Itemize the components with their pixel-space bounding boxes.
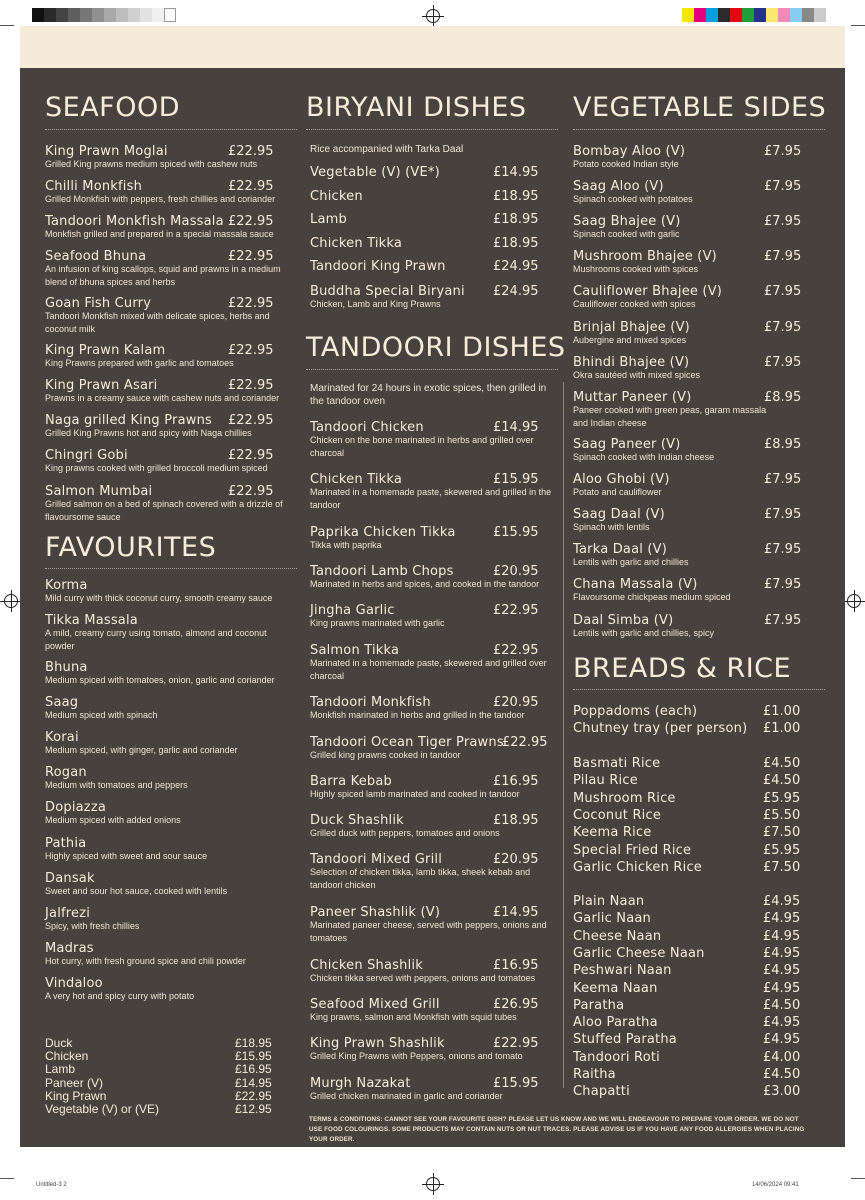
tandoori-item-price: £20.95 [493,564,539,579]
bread-rice-price: £7.50 [763,859,801,875]
tandoori-item-desc: Marinated in herbs and spices, and cooked in the tandoor [310,579,540,589]
tandoori-item-desc: Marinated in a homemade paste, skewered and grilled in the tandoor [310,487,552,510]
veg-side-price: £7.95 [764,613,802,628]
favourite-item-name: Dopiazza [45,800,107,815]
favourite-item-desc: Mild curry with thick coconut curry, smooth creamy sauce [45,593,273,603]
crop-mark [851,1178,865,1179]
tandoori-item-price: £15.95 [493,1076,539,1091]
tandoori-item-price: £20.95 [493,852,539,867]
bread-rice-name: Stuffed Paratha [573,1032,677,1048]
seafood-item-desc: Grilled King prawns medium spiced with cashew nuts [45,159,258,169]
favourite-item-desc: Medium with tomatoes and peppers [45,780,188,790]
biryani-intro: Rice accompanied with Tarka Daal [310,144,464,155]
tandoori-item-desc: Marinated in a homemade paste, skewered and grilled over charcoal [310,658,547,681]
veg-side-price: £7.95 [764,472,802,487]
veg-side-price: £7.95 [764,542,802,557]
seafood-item-desc: Grilled Monkfish with peppers, fresh chillies and coriander [45,194,276,204]
favourite-item-name: Korma [45,578,88,593]
bread-rice-price: £5.95 [763,842,801,858]
crop-mark [0,1178,14,1179]
veg-side-name: Saag Paneer (V) [573,437,681,452]
bread-rice-price: £4.95 [763,911,801,927]
tandoori-item-name: Tandoori Mixed Grill [310,852,443,867]
veg-side-desc: Potato and cauliflower [573,487,662,497]
veg-side-desc: Cauliflower cooked with spices [573,299,696,309]
registration-mark-right [847,594,861,608]
bread-rice-name: Basmati Rice [573,756,661,771]
terms-and-conditions: TERMS & CONDITIONS: CANNOT SEE YOUR FAVOURITE DISH? PLEASE LET US KNOW AND WE WILL ENDEAVOUR TO PREPARE YOUR ORDER. WE DO NOT USE FOOD COLOURINGS. SOME PRODUCTS MAY CONTAIN NUTS OR NUT TRACES. PLEASE ADVISE US IF YOU HAVE ANY FOOD ALLERGIES WHEN PLACING YOUR ORDER. [309,1116,805,1143]
veg-side-desc: Paneer cooked with green peas, garam massala and Indian cheese [573,405,767,428]
top-cream-band [20,26,845,68]
favourite-item-desc: Sweet and sour hot sauce, cooked with lentils [45,886,228,896]
bread-rice-price: £4.50 [763,773,801,789]
tandoori-item-desc: Grilled king prawns cooked in tandoor [310,750,461,760]
bread-rice-price: £4.95 [763,1015,801,1031]
veg-side-name: Bombay Aloo (V) [573,144,686,159]
seafood-item-price: £22.95 [228,179,274,194]
seafood-item-name: Goan Fish Curry [45,296,152,311]
seafood-rule [45,129,297,131]
tandoori-item-name: Paprika Chicken Tikka [310,525,456,540]
registration-mark-top [426,9,440,23]
favourite-item-name: Saag [45,695,79,710]
tandoori-item-name: Tandoori Lamb Chops [310,564,454,579]
veg-side-price: £8.95 [764,437,802,452]
tandoori-item-price: £15.95 [493,525,539,540]
seafood-item-desc: King Prawns prepared with garlic and tomatoes [45,358,234,368]
bread-rice-price: £4.50 [763,1067,801,1082]
favourite-option-price: £15.95 [235,1049,272,1064]
bread-rice-price: £4.00 [763,1049,801,1065]
veg-side-price: £7.95 [764,249,802,264]
tandoori-item-price: £22.95 [502,735,548,750]
favourite-option-price: £22.95 [235,1088,272,1103]
veg-side-price: £7.95 [764,144,802,159]
seafood-item-name: Naga grilled King Prawns [45,413,212,428]
veg-side-name: Bhindi Bhajee (V) [573,355,690,370]
biryani-item-name: Lamb [310,212,347,227]
veg-side-name: Saag Daal (V) [573,507,665,522]
bread-rice-price: £5.95 [763,790,801,806]
bread-rice-price: £4.95 [763,928,801,944]
veg-side-price: £7.95 [764,214,802,229]
grayscale-calibration-strip [32,8,188,22]
veg-side-name: Aloo Ghobi (V) [573,472,670,487]
bread-rice-price: £4.95 [763,980,801,996]
favourite-item-name: Jalfrezi [45,906,91,921]
bread-rice-name: Aloo Paratha [573,1015,658,1031]
bread-rice-price: £4.95 [763,963,801,979]
seafood-item-price: £22.95 [228,484,274,499]
bread-rice-name: Garlic Chicken Rice [573,859,702,875]
seafood-item-name: Chingri Gobi [45,448,128,463]
bread-rice-name: Plain Naan [573,894,645,909]
seafood-item-price: £22.95 [228,214,274,229]
seafood-item-name: King Prawn Moglai [45,144,168,159]
tandoori-item-price: £18.95 [493,813,539,828]
seafood-heading: SEAFOOD [45,92,180,123]
favourite-option-price: £16.95 [235,1062,272,1077]
favourite-option-name: Vegetable (V) or (VE) [45,1102,160,1116]
seafood-item-price: £22.95 [228,144,274,159]
tandoori-item-price: £26.95 [493,997,539,1012]
veg-side-desc: Spinach cooked with potatoes [573,194,693,204]
tandoori-item-name: Tandoori Monkfish [310,695,431,710]
veg-side-name: Saag Bhajee (V) [573,214,681,229]
tandoori-item-name: Chicken Tikka [310,472,403,487]
tandoori-item-name: Tandoori Ocean Tiger Prawns [310,735,504,750]
veg-side-desc: Aubergine and mixed spices [573,335,687,345]
veg-side-price: £7.95 [764,179,802,194]
bread-rice-name: Mushroom Rice [573,790,676,806]
favourite-option-name: Paneer (V) [45,1075,104,1090]
biryani-item-price: £18.95 [493,236,539,251]
bread-rice-name: Garlic Naan [573,911,651,927]
seafood-item-desc: Tandoori Monkfish mixed with delicate spices, herbs and coconut milk [45,311,270,334]
veg-side-price: £7.95 [764,320,802,335]
veg-side-name: Mushroom Bhajee (V) [573,249,717,264]
seafood-item-desc: King prawns cooked with grilled broccoli medium spiced [45,463,268,473]
biryani-item-price: £24.95 [493,284,539,299]
tandoori-item-name: Chicken Shashlik [310,958,423,973]
biryani-item-name: Chicken Tikka [310,236,403,251]
tandoori-item-desc: King prawns, salmon and Monkfish with squid tubes [310,1012,517,1022]
veg-side-desc: Lentils with garlic and chillies [573,557,689,567]
tandoori-item-name: King Prawn Shashlik [310,1036,445,1051]
favourite-item-desc: Medium spiced with added onions [45,815,181,825]
tandoori-item-price: £14.95 [493,420,539,435]
tandoori-item-price: £14.95 [493,905,539,920]
bread-rice-price: £5.50 [763,807,801,823]
veg-side-price: £7.95 [764,507,802,522]
veg-side-name: Muttar Paneer (V) [573,390,692,405]
tandoori-item-price: £15.95 [493,472,539,487]
veg-side-name: Saag Aloo (V) [573,179,664,194]
bread-rice-name: Chapatti [573,1084,630,1100]
favourite-option-price: £14.95 [235,1075,272,1090]
bread-rice-name: Keema Naan [573,980,658,996]
tandoori-item-name: Murgh Nazakat [310,1076,411,1091]
breads-rule [573,689,825,691]
color-calibration-strip [682,8,826,22]
seafood-item-price: £22.95 [228,413,274,428]
favourite-item-desc: A mild, creamy curry using tomato, almond and coconut powder [45,628,267,651]
seafood-item-price: £22.95 [228,296,274,311]
bread-rice-price: £3.00 [763,1084,801,1100]
bread-rice-name: Garlic Cheese Naan [573,945,705,961]
tandoori-item-price: £22.95 [493,643,539,658]
favourite-item-name: Rogan [45,765,87,780]
tandoori-item-price: £22.95 [493,1036,539,1051]
seafood-item-desc: Monkfish grilled and prepared in a special massala sauce [45,229,274,239]
veg-side-desc: Spinach cooked with garlic [573,229,680,239]
favourite-option-price: £18.95 [235,1036,272,1050]
crop-mark [0,25,14,26]
veg-side-desc: Spinach cooked with Indian cheese [573,452,715,462]
seafood-item-name: King Prawn Kalam [45,343,166,358]
favourite-item-name: Korai [45,730,79,745]
favourite-item-desc: Medium spiced with spinach [45,710,158,720]
bread-rice-name: Cheese Naan [573,928,662,944]
veg-side-desc: Potato cooked Indian style [573,159,679,169]
bread-rice-price: £1.00 [763,721,801,737]
tandoori-intro: Marinated for 24 hours in exotic spices, then grilled in the tandoor oven [310,383,547,407]
veg-side-price: £7.95 [764,577,802,592]
tandoori-item-desc: King prawns marinated with garlic [310,618,445,628]
biryani-item-desc: Chicken, Lamb and King Prawns [310,299,441,309]
registration-mark-bottom [426,1177,440,1191]
favourite-option-name: King Prawn [45,1088,107,1103]
seafood-item-price: £22.95 [228,378,274,393]
bread-rice-name: Raitha [573,1067,616,1082]
favourites-heading: FAVOURITES [45,532,217,563]
seafood-item-name: Chilli Monkfish [45,179,143,194]
bread-rice-name: Keema Rice [573,825,652,841]
tandoori-item-desc: Tikka with paprika [310,540,382,550]
biryani-heading: BIRYANI DISHES [306,92,527,123]
favourite-item-name: Pathia [45,836,87,851]
tandoori-item-desc: Grilled King Prawns with Peppers, onions and tomato [310,1051,523,1061]
biryani-rule [306,129,558,131]
veg-side-desc: Okra sautéed with mixed spices [573,370,701,380]
tandoori-item-desc: Selection of chicken tikka, lamb tikka, sheek kebab and tandoori chicken [310,867,531,890]
veg-sides-heading: VEGETABLE SIDES [573,92,827,123]
tandoori-item-name: Paneer Shashlik (V) [310,905,441,920]
bread-rice-name: Pilau Rice [573,773,638,789]
favourite-item-desc: Highly spiced with sweet and sour sauce [45,851,208,861]
bread-rice-name: Chutney tray (per person) [573,721,748,737]
bread-rice-price: £4.50 [763,756,801,771]
seafood-item-desc: Grilled salmon on a bed of spinach covered with a drizzle of flavoursome sauce [45,499,283,522]
bread-rice-name: Peshwari Naan [573,963,672,979]
bread-rice-price: £4.95 [763,945,801,961]
bread-rice-price: £4.50 [763,997,801,1013]
tandoori-item-desc: Chicken on the bone marinated in herbs and grilled over charcoal [310,435,534,458]
favourites-rule [45,568,297,570]
veg-side-desc: Spinach with lentils [573,522,650,532]
tandoori-item-desc: Marinated paneer cheese, served with peppers, onions and tomatoes [310,920,547,943]
veg-side-name: Daal Simba (V) [573,613,674,628]
seafood-item-price: £22.95 [228,249,274,264]
tandoori-rule [306,369,558,371]
veg-side-name: Chana Massala (V) [573,577,698,592]
tandoori-heading: TANDOORI DISHES [306,332,566,363]
seafood-item-price: £22.95 [228,343,274,358]
biryani-item-price: £14.95 [493,165,539,180]
tandoori-item-name: Barra Kebab [310,774,392,789]
tandoori-item-price: £16.95 [493,958,539,973]
veg-side-price: £7.95 [764,355,802,370]
favourite-item-name: Bhuna [45,660,88,675]
seafood-item-name: King Prawn Asari [45,378,158,393]
favourite-option-name: Duck [45,1036,73,1050]
tandoori-item-desc: Grilled duck with peppers, tomatoes and onions [310,828,500,838]
seafood-item-desc: Prawns in a creamy sauce with cashew nuts and coriander [45,393,280,403]
favourite-item-name: Tikka Massala [45,613,138,628]
tandoori-item-name: Tandoori Chicken [310,420,424,435]
veg-side-name: Brinjal Bhajee (V) [573,320,690,335]
bread-rice-name: Poppadoms (each) [573,704,698,719]
favourite-item-desc: Medium spiced, with ginger, garlic and coriander [45,745,238,755]
slug-date: 14/06/2024 09:41 [752,1182,799,1188]
favourite-item-name: Madras [45,941,94,956]
bread-rice-name: Special Fried Rice [573,842,692,858]
veg-sides-rule [573,129,825,131]
tandoori-item-price: £20.95 [493,695,539,710]
column-divider [563,382,564,1088]
bread-rice-price: £7.50 [763,825,801,841]
seafood-item-price: £22.95 [228,448,274,463]
seafood-item-name: Salmon Mumbai [45,484,153,499]
favourite-item-desc: Spicy, with fresh chillies [45,921,140,931]
breads-heading: BREADS & RICE [573,653,792,684]
favourite-option-name: Lamb [45,1062,76,1077]
favourite-item-desc: A very hot and spicy curry with potato [45,991,195,1001]
veg-side-price: £7.95 [764,284,802,299]
registration-mark-left [4,594,18,608]
tandoori-item-desc: Monkfish marinated in herbs and grilled in the tandoor [310,710,525,720]
tandoori-item-name: Salmon Tikka [310,643,400,658]
seafood-item-name: Seafood Bhuna [45,249,147,264]
slug-filename: Untitled-3 2 [36,1182,67,1188]
biryani-item-price: £18.95 [493,189,539,204]
veg-side-name: Cauliflower Bhajee (V) [573,284,723,299]
seafood-item-name: Tandoori Monkfish Massala [45,214,224,229]
favourite-item-name: Vindaloo [45,976,103,991]
favourite-option-price: £12.95 [235,1102,272,1116]
crop-mark [851,25,865,26]
bread-rice-name: Tandoori Roti [573,1049,660,1065]
veg-side-name: Tarka Daal (V) [573,542,668,557]
biryani-item-name: Tandoori King Prawn [310,259,446,274]
tandoori-item-price: £16.95 [493,774,539,789]
bread-rice-price: £1.00 [763,704,801,719]
tandoori-item-name: Jingha Garlic [310,603,395,618]
biryani-item-price: £24.95 [493,259,539,274]
bread-rice-price: £4.95 [763,894,801,909]
tandoori-item-desc: Highly spiced lamb marinated and cooked in tandoor [310,789,520,799]
biryani-item-name: Vegetable (V) (VE*) [310,165,440,180]
favourite-item-name: Dansak [45,871,95,886]
biryani-item-price: £18.95 [493,212,539,227]
bread-rice-name: Coconut Rice [573,807,662,823]
seafood-item-desc: Grilled King Prawns hot and spicy with Naga chillies [45,428,252,438]
tandoori-item-desc: Chicken tikka served with peppers, onions and tomatoes [310,973,536,983]
favourite-item-desc: Medium spiced with tomatoes, onion, garlic and coriander [45,675,275,685]
biryani-item-name: Buddha Special Biryani [310,284,465,299]
tandoori-item-price: £22.95 [493,603,539,618]
veg-side-desc: Lentils with garlic and chillies, spicy [573,628,715,638]
veg-side-desc: Flavoursome chickpeas medium spiced [573,592,731,602]
veg-side-desc: Mushrooms cooked with spices [573,264,699,274]
tandoori-item-desc: Grilled chicken marinated in garlic and coriander [310,1091,503,1101]
seafood-item-desc: An infusion of king scallops, squid and prawns in a medium blend of bhuna spices and herbs [45,264,281,287]
biryani-item-name: Chicken [310,189,363,204]
tandoori-item-name: Duck Shashlik [310,813,404,828]
bread-rice-price: £4.95 [763,1032,801,1048]
favourite-item-desc: Hot curry, with fresh ground spice and chili powder [45,956,246,966]
tandoori-item-name: Seafood Mixed Grill [310,997,440,1012]
bread-rice-name: Paratha [573,997,625,1013]
favourite-option-name: Chicken [45,1049,89,1064]
veg-side-price: £8.95 [764,390,802,405]
